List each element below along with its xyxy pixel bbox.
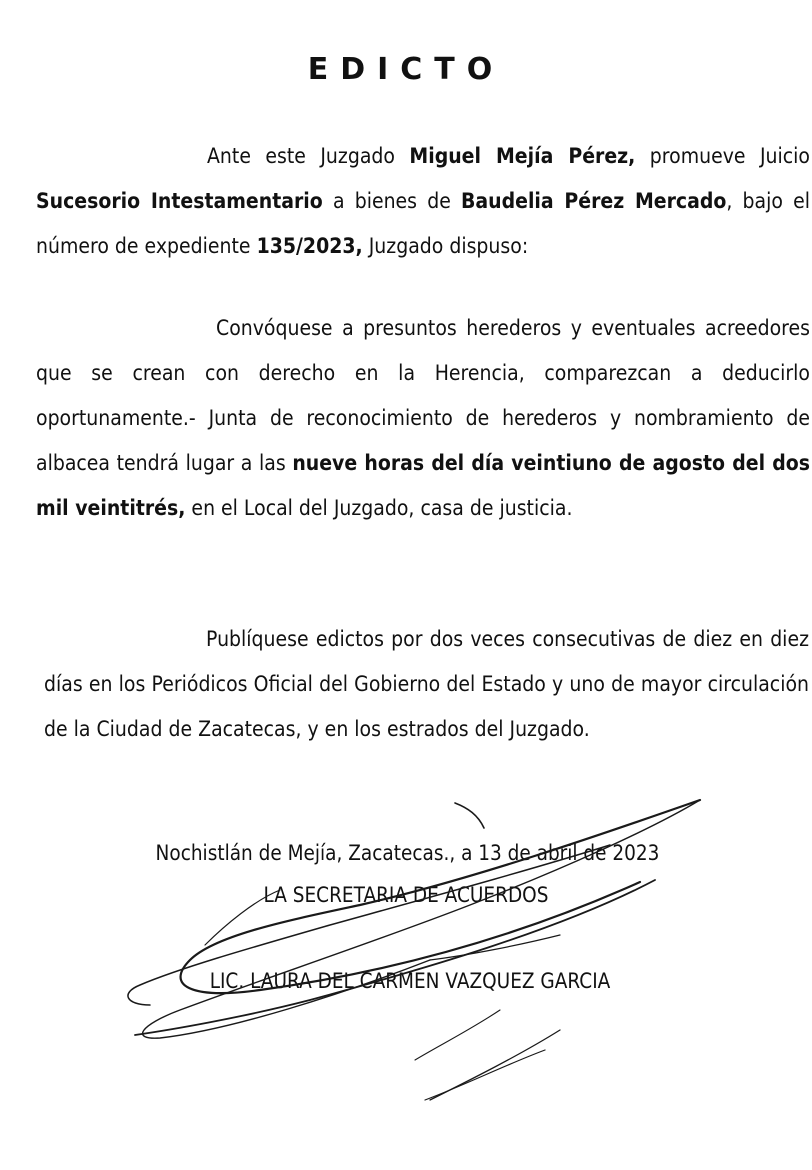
trial-type: Sucesorio Intestamentario (36, 189, 323, 213)
text: en el Local del Juzgado, casa de justicia. (185, 496, 573, 520)
case-number: 135/2023, (256, 234, 363, 258)
place-date: Nochistlán de Mejía, Zacatecas., a 13 de abril de 2023 (155, 841, 660, 865)
paragraph-summons (36, 306, 810, 531)
document-title: EDICTO (307, 52, 505, 87)
text: a bienes de (322, 189, 461, 213)
text: Publíquese edictos por dos veces consecutivas de diez en diez días en los Periódicos Oficial del Gobierno del Estado y uno de mayor circulación de la Ciudad de Zacatecas, y en los estrados del Juzgado. (44, 627, 809, 741)
paragraph-publication (44, 617, 809, 752)
paragraph-promotion (36, 134, 810, 269)
text: , bajo el número de expediente (36, 189, 811, 258)
text: Juzgado dispuso: (362, 234, 529, 258)
signatory-name: LIC. LAURA DEL CARMEN VAZQUEZ GARCIA (209, 969, 611, 993)
text: Ante este Juzgado (207, 144, 410, 168)
text: promueve Juicio (635, 144, 810, 168)
promoter-name: Miguel Mejía Pérez, (409, 144, 636, 168)
signatory-role: LA SECRETARIA DE ACUERDOS (263, 883, 549, 907)
hearing-date: nueve horas del día veintiuno de agosto del dos mil veintitrés, (36, 451, 811, 520)
deceased-name: Baudelia Pérez Mercado (460, 189, 727, 213)
text: Convóquese a presuntos herederos y eventuales acreedores que se crean con derecho en la Herencia, comparezcan a deducirlo oportunamente.- Junta de reconocimiento de herederos y nombramiento de albacea tendrá lugar a las (36, 316, 810, 475)
